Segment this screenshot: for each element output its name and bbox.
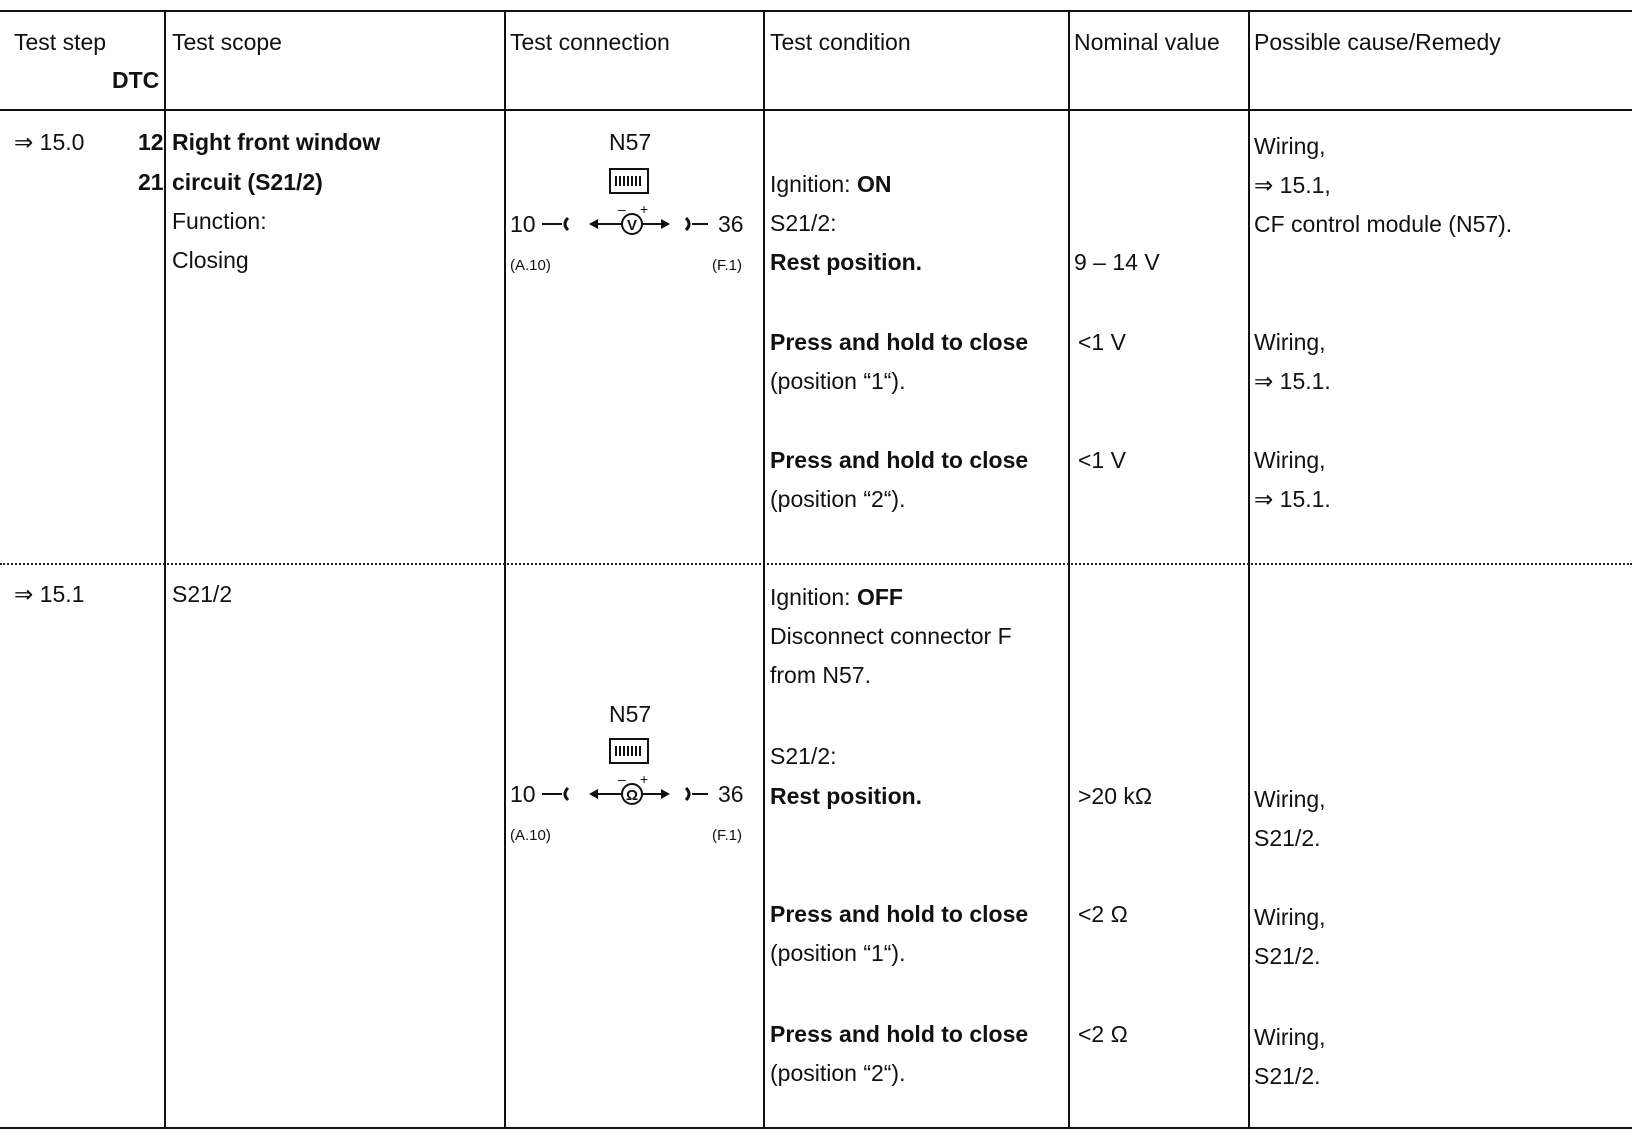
voltmeter-icon: [536, 204, 736, 244]
column-divider-condition: [763, 10, 765, 1128]
module-label: N57: [609, 701, 652, 727]
remedy-text: S21/2.: [1254, 825, 1321, 851]
remedy-text: Wiring,: [1254, 1024, 1326, 1050]
remedy-text: Wiring,: [1254, 786, 1326, 812]
condition-rest-position: Rest position.: [770, 249, 923, 275]
condition-switch-label: S21/2:: [770, 743, 837, 769]
nominal-value: <2 Ω: [1078, 1021, 1128, 1047]
condition-position: (position “2“).: [770, 1060, 906, 1086]
remedy-text: S21/2.: [1254, 1063, 1321, 1089]
control-module-icon: [609, 738, 649, 764]
test-scope-title: S21/2: [172, 581, 233, 607]
connection-pin-right: 36: [718, 211, 744, 237]
remedy-text: ⇒ 15.1.: [1254, 368, 1331, 394]
dtc-code: 12: [138, 129, 164, 155]
column-divider-connection: [504, 10, 506, 1128]
svg-text:+: +: [640, 204, 649, 217]
condition-ignition: Ignition: OFF: [770, 584, 903, 610]
connection-ref-right: (F.1): [712, 257, 742, 274]
svg-text:–: –: [618, 774, 626, 787]
condition-disconnect: from N57.: [770, 662, 871, 688]
condition-press-hold: Press and hold to close: [770, 1021, 1029, 1047]
step-separator: [0, 563, 1632, 565]
connection-pin-right: 36: [718, 781, 744, 807]
test-scope-title: Right front window: [172, 129, 381, 155]
condition-position: (position “2“).: [770, 486, 906, 512]
connection-ref-right: (F.1): [712, 827, 742, 844]
remedy-text: Wiring,: [1254, 904, 1326, 930]
connection-ref-left: (A.10): [510, 827, 551, 844]
ohmmeter-icon: [536, 774, 736, 814]
test-step-number: ⇒ 15.0: [14, 129, 85, 155]
connection-pin-left: 10: [510, 211, 536, 237]
svg-text:+: +: [640, 774, 649, 787]
column-divider-scope: [164, 10, 166, 1128]
column-divider-remedy: [1248, 10, 1250, 1128]
meter-symbol: V: [626, 217, 638, 234]
table-bottom-rule: [0, 1127, 1632, 1129]
test-scope-title: circuit (S21/2): [172, 169, 323, 195]
remedy-text: S21/2.: [1254, 943, 1321, 969]
nominal-value: <1 V: [1078, 329, 1126, 355]
nominal-value: >20 kΩ: [1078, 783, 1153, 809]
control-module-icon: [609, 168, 649, 194]
remedy-text: ⇒ 15.1.: [1254, 486, 1331, 512]
remedy-text: Wiring,: [1254, 329, 1326, 355]
remedy-text: Wiring,: [1254, 133, 1326, 159]
header-test-scope: Test scope: [172, 29, 282, 55]
header-dtc: DTC: [112, 67, 160, 93]
test-scope-function-value: Closing: [172, 247, 249, 273]
header-nominal-value: Nominal value: [1074, 29, 1220, 55]
table-top-rule: [0, 10, 1632, 12]
remedy-text: ⇒ 15.1,: [1254, 172, 1331, 198]
header-test-condition: Test condition: [770, 29, 911, 55]
svg-text:–: –: [618, 204, 626, 217]
module-label: N57: [609, 129, 652, 155]
header-test-step: Test step: [14, 29, 107, 55]
connection-pin-left: 10: [510, 781, 536, 807]
condition-ignition: Ignition: ON: [770, 171, 892, 197]
condition-press-hold: Press and hold to close: [770, 447, 1029, 473]
condition-position: (position “1“).: [770, 368, 906, 394]
nominal-value: <2 Ω: [1078, 901, 1128, 927]
test-scope-function-label: Function:: [172, 208, 267, 234]
test-step-number: ⇒ 15.1: [14, 581, 85, 607]
condition-switch-label: S21/2:: [770, 210, 837, 236]
nominal-value: <1 V: [1078, 447, 1126, 473]
condition-rest-position: Rest position.: [770, 783, 923, 809]
header-bottom-rule: [0, 109, 1632, 111]
dtc-code: 21: [138, 169, 164, 195]
remedy-text: CF control module (N57).: [1254, 211, 1513, 237]
meter-symbol: Ω: [625, 787, 639, 804]
header-test-connection: Test connection: [510, 29, 670, 55]
header-possible-cause: Possible cause/Remedy: [1254, 29, 1501, 55]
condition-press-hold: Press and hold to close: [770, 329, 1029, 355]
condition-disconnect: Disconnect connector F: [770, 623, 1012, 649]
nominal-value: 9 – 14 V: [1074, 249, 1160, 275]
remedy-text: Wiring,: [1254, 447, 1326, 473]
condition-press-hold: Press and hold to close: [770, 901, 1029, 927]
connection-ref-left: (A.10): [510, 257, 551, 274]
condition-position: (position “1“).: [770, 940, 906, 966]
column-divider-nominal: [1068, 10, 1070, 1128]
